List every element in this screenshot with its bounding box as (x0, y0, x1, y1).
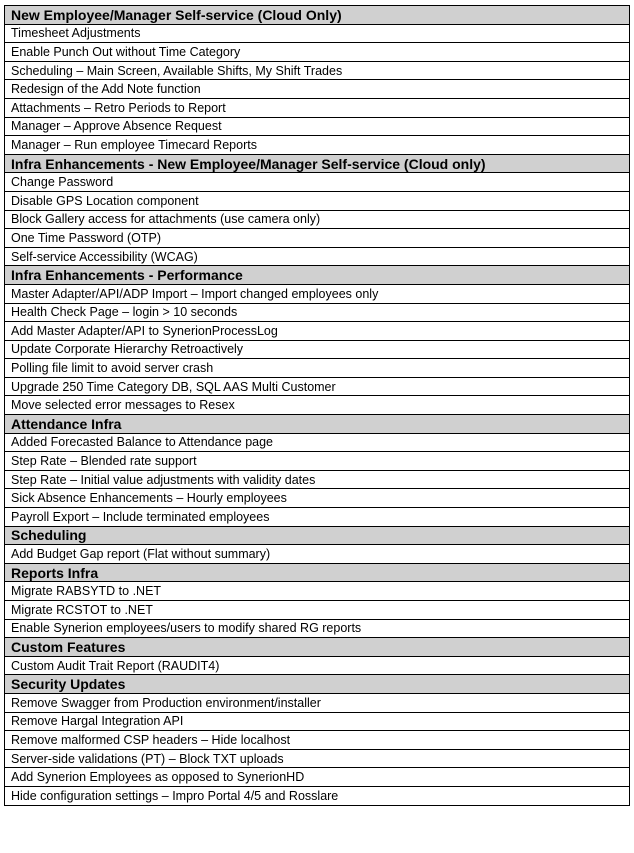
feature-item: Scheduling – Main Screen, Available Shifts, My Shift Trades (5, 61, 630, 80)
feature-item: Added Forecasted Balance to Attendance page (5, 433, 630, 452)
section-header-row (5, 154, 630, 173)
feature-item: Update Corporate Hierarchy Retroactively (5, 340, 630, 359)
table-row (5, 61, 630, 80)
feature-item: Change Password (5, 173, 630, 192)
feature-item: Migrate RCSTOT to .NET (5, 601, 630, 620)
section-title: Attendance Infra (5, 415, 630, 434)
section-title: Scheduling (5, 526, 630, 545)
table-row (5, 173, 630, 192)
feature-item: Attachments – Retro Periods to Report (5, 98, 630, 117)
table-row (5, 322, 630, 341)
table-row (5, 80, 630, 99)
feature-item: Upgrade 250 Time Category DB, SQL AAS Multi Customer (5, 377, 630, 396)
feature-item: Migrate RABSYTD to .NET (5, 582, 630, 601)
feature-item: Payroll Export – Include terminated employees (5, 508, 630, 527)
section-title: New Employee/Manager Self-service (Cloud Only) (5, 6, 630, 25)
feature-list-table (4, 5, 630, 806)
feature-item: Add Budget Gap report (Flat without summary) (5, 545, 630, 564)
table-row (5, 433, 630, 452)
feature-item: Polling file limit to avoid server crash (5, 359, 630, 378)
section-title: Infra Enhancements - New Employee/Manager Self-service (Cloud only) (5, 154, 630, 173)
table-row (5, 191, 630, 210)
section-title: Custom Features (5, 638, 630, 657)
feature-item: Move selected error messages to Resex (5, 396, 630, 415)
table-row (5, 117, 630, 136)
table-row (5, 136, 630, 155)
table-row (5, 396, 630, 415)
table-row (5, 229, 630, 248)
table-row (5, 619, 630, 638)
table-row (5, 98, 630, 117)
table-row (5, 489, 630, 508)
table-row (5, 43, 630, 62)
table-row (5, 786, 630, 805)
section-title: Infra Enhancements - Performance (5, 266, 630, 285)
feature-list-body (5, 6, 630, 806)
section-header-row (5, 266, 630, 285)
section-header-row (5, 415, 630, 434)
feature-item: Remove malformed CSP headers – Hide localhost (5, 731, 630, 750)
table-row (5, 359, 630, 378)
feature-item: Timesheet Adjustments (5, 24, 630, 43)
feature-item: Manager – Run employee Timecard Reports (5, 136, 630, 155)
section-title: Reports Infra (5, 563, 630, 582)
table-row (5, 601, 630, 620)
table-row (5, 303, 630, 322)
table-row (5, 284, 630, 303)
feature-item: Sick Absence Enhancements – Hourly employees (5, 489, 630, 508)
table-row (5, 712, 630, 731)
table-row (5, 470, 630, 489)
table-row (5, 247, 630, 266)
table-row (5, 340, 630, 359)
section-header-row (5, 675, 630, 694)
section-header-row (5, 638, 630, 657)
feature-item: Remove Swagger from Production environment/installer (5, 693, 630, 712)
section-title: Security Updates (5, 675, 630, 694)
table-row (5, 24, 630, 43)
section-header-row (5, 526, 630, 545)
table-row (5, 749, 630, 768)
section-header-row (5, 563, 630, 582)
table-row (5, 693, 630, 712)
feature-item: One Time Password (OTP) (5, 229, 630, 248)
feature-item: Enable Punch Out without Time Category (5, 43, 630, 62)
table-row (5, 582, 630, 601)
table-row (5, 377, 630, 396)
feature-item: Enable Synerion employees/users to modify shared RG reports (5, 619, 630, 638)
table-row (5, 545, 630, 564)
table-row (5, 452, 630, 471)
feature-item: Add Synerion Employees as opposed to SynerionHD (5, 768, 630, 787)
table-row (5, 768, 630, 787)
feature-item: Add Master Adapter/API to SynerionProcessLog (5, 322, 630, 341)
section-header-row (5, 6, 630, 25)
feature-item: Self-service Accessibility (WCAG) (5, 247, 630, 266)
feature-item: Block Gallery access for attachments (use camera only) (5, 210, 630, 229)
feature-item: Master Adapter/API/ADP Import – Import changed employees only (5, 284, 630, 303)
feature-item: Step Rate – Initial value adjustments with validity dates (5, 470, 630, 489)
feature-item: Disable GPS Location component (5, 191, 630, 210)
feature-item: Custom Audit Trait Report (RAUDIT4) (5, 656, 630, 675)
feature-item: Step Rate – Blended rate support (5, 452, 630, 471)
table-row (5, 656, 630, 675)
table-row (5, 508, 630, 527)
table-row (5, 210, 630, 229)
feature-item: Redesign of the Add Note function (5, 80, 630, 99)
feature-item: Hide configuration settings – Impro Portal 4/5 and Rosslare (5, 786, 630, 805)
feature-item: Health Check Page – login > 10 seconds (5, 303, 630, 322)
feature-item: Server-side validations (PT) – Block TXT uploads (5, 749, 630, 768)
feature-item: Remove Hargal Integration API (5, 712, 630, 731)
feature-item: Manager – Approve Absence Request (5, 117, 630, 136)
table-row (5, 731, 630, 750)
